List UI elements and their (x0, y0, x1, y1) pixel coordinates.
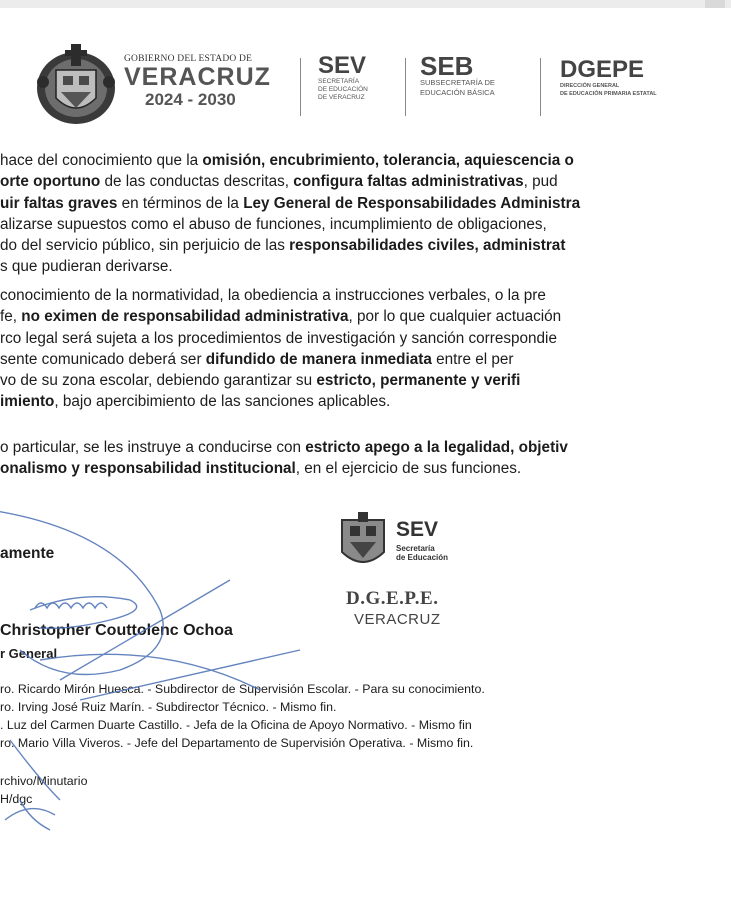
bold-text: orte oportuno (0, 173, 101, 191)
text-line (0, 235, 580, 256)
signer-role: r General (0, 646, 58, 661)
top-band (0, 0, 731, 8)
text-line (0, 285, 561, 306)
text-line (0, 150, 580, 171)
text-segment: hace del conocimiento que la (0, 152, 203, 169)
bold-text: imiento (0, 393, 55, 411)
signer-name: Christopher Couttolenc Ochoa (0, 622, 233, 639)
text-segment: , bajo apercibimiento de las sanciones aplicables. (54, 393, 391, 411)
text-segment: , en el ejercicio de sus funciones. (295, 460, 522, 478)
bold-text: no eximen de responsabilidad administrativa (21, 308, 349, 326)
divider (300, 58, 301, 116)
bold-text: configura faltas administrativas (293, 173, 524, 191)
stamp-city: VERACRUZ (354, 611, 441, 628)
dgepe-title: DGEPE (560, 56, 645, 83)
archive-line: rchivo/Minutario (0, 774, 88, 788)
text-segment: en términos de la (117, 194, 244, 212)
dgepe-sub-1: DIRECCIÓN GENERAL (560, 83, 620, 89)
text-segment: sente comunicado deberá ser (0, 350, 206, 368)
text-line (0, 349, 561, 370)
text-segment: rco legal será sujeta a los procedimientos de investigación y sanción correspondie (0, 329, 557, 347)
bold-text: difundido de manera inmediata (205, 350, 432, 368)
text-line (0, 437, 568, 458)
bold-text: Ley General de Responsabilidades Administra (243, 194, 581, 212)
text-segment: de las conductas descritas, (100, 173, 294, 191)
dgepe-logo (560, 58, 657, 98)
text-line (0, 306, 561, 327)
seb-sub-1: SUBSECRETARÍA DE (420, 78, 495, 87)
seb-logo (420, 51, 495, 98)
letterhead (0, 36, 731, 132)
initials-line: H/dgc (0, 792, 33, 806)
stamp-sev-sub-2: de Educación (396, 553, 449, 562)
stamp-crest-icon (336, 512, 390, 572)
text-line (0, 370, 561, 391)
text-segment: do del servicio público, sin perjuicio de las (0, 237, 290, 255)
gov-line-2: VERACRUZ (124, 63, 271, 91)
stamp-sev-sub (396, 544, 448, 562)
sev-sub-3: DE VERACRUZ (318, 94, 365, 101)
text-line (0, 193, 580, 214)
bold-text: estricto apego a la legalidad, objetiv (305, 439, 568, 456)
paragraph-3 (0, 437, 568, 480)
text-segment: vo de su zona escolar, debiendo garantizar su (0, 372, 317, 390)
paragraph-1 (0, 150, 580, 278)
bold-text: estricto, permanente y verifi (316, 372, 521, 390)
veracruz-crest-logo (31, 40, 121, 126)
bold-text: uir faltas graves (0, 194, 118, 212)
gov-line-1: GOBIERNO DEL ESTADO DE (124, 54, 253, 64)
official-stamp (336, 508, 486, 638)
bold-text: omisión, encubrimiento, tolerancia, aquiescencia o (202, 152, 574, 169)
text-line (0, 256, 580, 277)
sev-title: SEV (318, 52, 367, 79)
seb-title: SEB (420, 51, 474, 81)
text-segment: entre el per (431, 350, 514, 368)
closing-word: amente (0, 545, 55, 562)
text-segment: o particular, se les instruye a conducirse con (0, 439, 306, 456)
cc-line: . Luz del Carmen Duarte Castillo. - Jefa de la Oficina de Apoyo Normativo. - Mismo fin (0, 718, 472, 732)
cc-line: ro. Mario Villa Viveros. - Jefe del Departamento de Supervisión Operativa. - Mismo fin. (0, 736, 474, 750)
bold-text: onalismo y responsabilidad institucional (0, 460, 296, 478)
government-name (124, 54, 271, 108)
text-segment: , por lo que cualquier actuación (348, 308, 562, 326)
dgepe-sub-2: DE EDUCACIÓN PRIMARIA ESTATAL (560, 91, 657, 97)
sev-logo (318, 54, 368, 102)
top-band-corner (705, 0, 725, 8)
text-segment: , pud (523, 173, 558, 191)
text-segment: fe, (0, 308, 22, 326)
seb-sub-2: EDUCACIÓN BÁSICA (420, 88, 495, 97)
text-line (0, 458, 568, 479)
sev-sub-1: SECRETARÍA (318, 78, 360, 85)
text-line (0, 391, 561, 412)
stamp-sev: SEV (396, 518, 439, 541)
text-line (0, 214, 580, 235)
divider (405, 58, 406, 116)
sev-sub-2: DE EDUCACIÓN (318, 86, 368, 93)
paragraph-2 (0, 285, 561, 413)
text-line (0, 171, 580, 192)
text-line (0, 328, 561, 349)
cc-line: ro. Irving José Ruiz Marín. - Subdirector Técnico. - Mismo fin. (0, 700, 337, 714)
cc-line: ro. Ricardo Mirón Huesca. - Subdirector de Supervisión Escolar. - Para su conocimiento. (0, 682, 485, 696)
divider (540, 58, 541, 116)
bold-text: responsabilidades civiles, administrat (289, 237, 566, 255)
text-segment: alizarse supuestos como el abuso de funciones, incumplimiento de obligaciones, (0, 215, 547, 233)
gov-line-3: 2024 - 2030 (145, 90, 236, 109)
text-segment: conocimiento de la normatividad, la obediencia a instrucciones verbales, o la pre (0, 287, 546, 304)
stamp-sev-sub-1: Secretaría (396, 544, 435, 553)
text-segment: s que pudieran derivarse. (0, 258, 173, 276)
stamp-dgepe: D.G.E.P.E. (346, 588, 439, 609)
